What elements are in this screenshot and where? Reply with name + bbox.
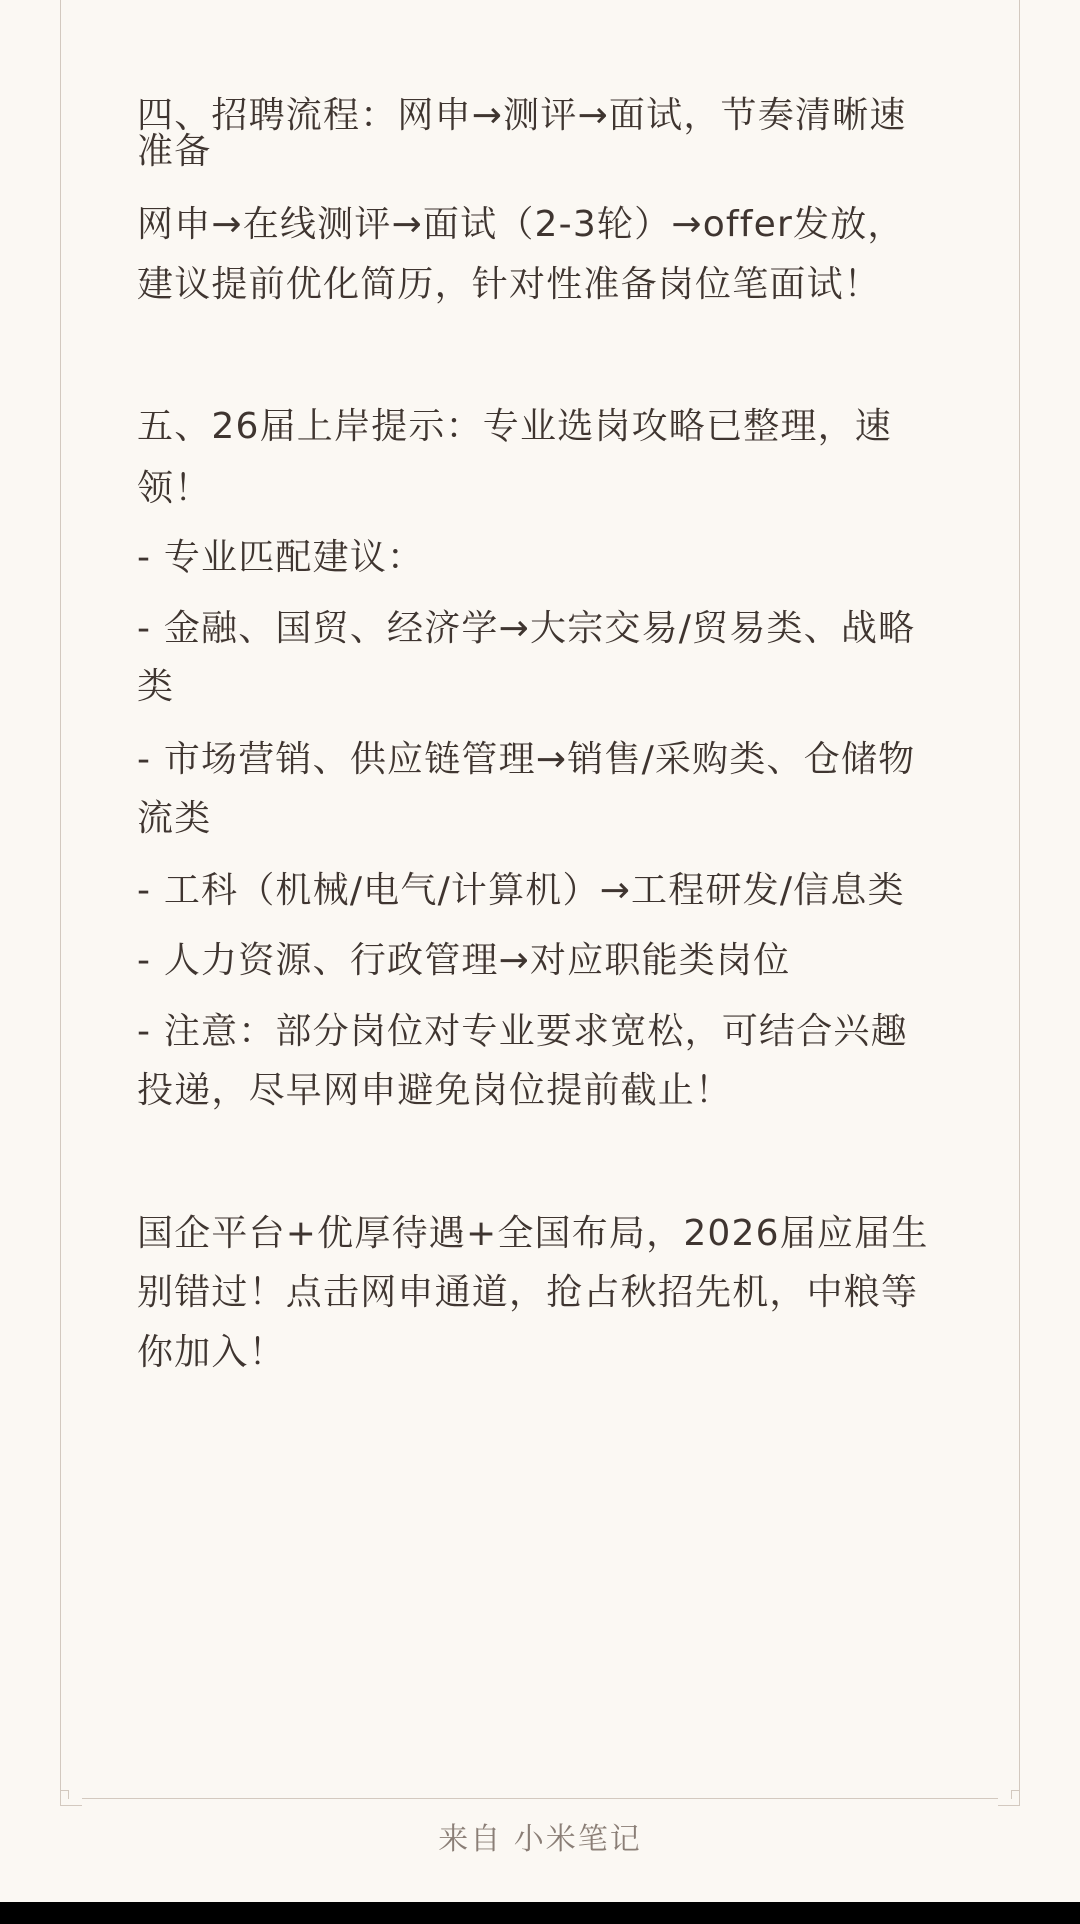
frame-corner-left <box>60 1784 82 1806</box>
frame-right-border <box>1019 0 1020 1785</box>
heading-recruitment-process: 四、招聘流程：网申→测评→面试，节奏清晰速 <box>137 95 907 136</box>
heading-recruitment-process-cont: 准备 <box>137 131 212 172</box>
paragraph-process-line: 建议提前优化简历，针对性准备岗位笔面试！ <box>137 264 882 305</box>
list-item: - 工科（机械/电气/计算机）→工程研发/信息类 <box>137 870 905 911</box>
paragraph-process-line: 网申→在线测评→面试（2-3轮）→offer发放， <box>137 204 905 245</box>
heading-tips-cont: 领！ <box>137 468 212 509</box>
list-item: - 金融、国贸、经济学→大宗交易/贸易类、战略 <box>137 608 916 649</box>
list-item-cont: 流类 <box>137 798 212 839</box>
list-item: - 专业匹配建议： <box>137 537 425 578</box>
list-item: - 市场营销、供应链管理→销售/采购类、仓储物 <box>137 739 916 780</box>
list-item: - 注意：部分岗位对专业要求宽松，可结合兴趣 <box>137 1011 908 1052</box>
heading-tips: 五、26届上岸提示：专业选岗攻略已整理，速 <box>137 406 893 447</box>
frame-left-border <box>60 0 61 1785</box>
list-item-cont: 类 <box>137 666 175 707</box>
list-item: - 人力资源、行政管理→对应职能类岗位 <box>137 940 791 981</box>
closing-paragraph: 国企平台+优厚待遇+全国布局，2026届应届生 <box>137 1213 929 1254</box>
source-footer: 来自 小米笔记 <box>438 1822 642 1857</box>
list-item-cont: 投递，尽早网申避免岗位提前截止！ <box>137 1070 733 1111</box>
frame-corner-right <box>998 1784 1020 1806</box>
closing-paragraph: 别错过！点击网申通道，抢占秋招先机，中粮等 <box>137 1272 919 1313</box>
closing-paragraph: 你加入！ <box>137 1332 286 1373</box>
frame-bottom-border <box>82 1798 998 1799</box>
